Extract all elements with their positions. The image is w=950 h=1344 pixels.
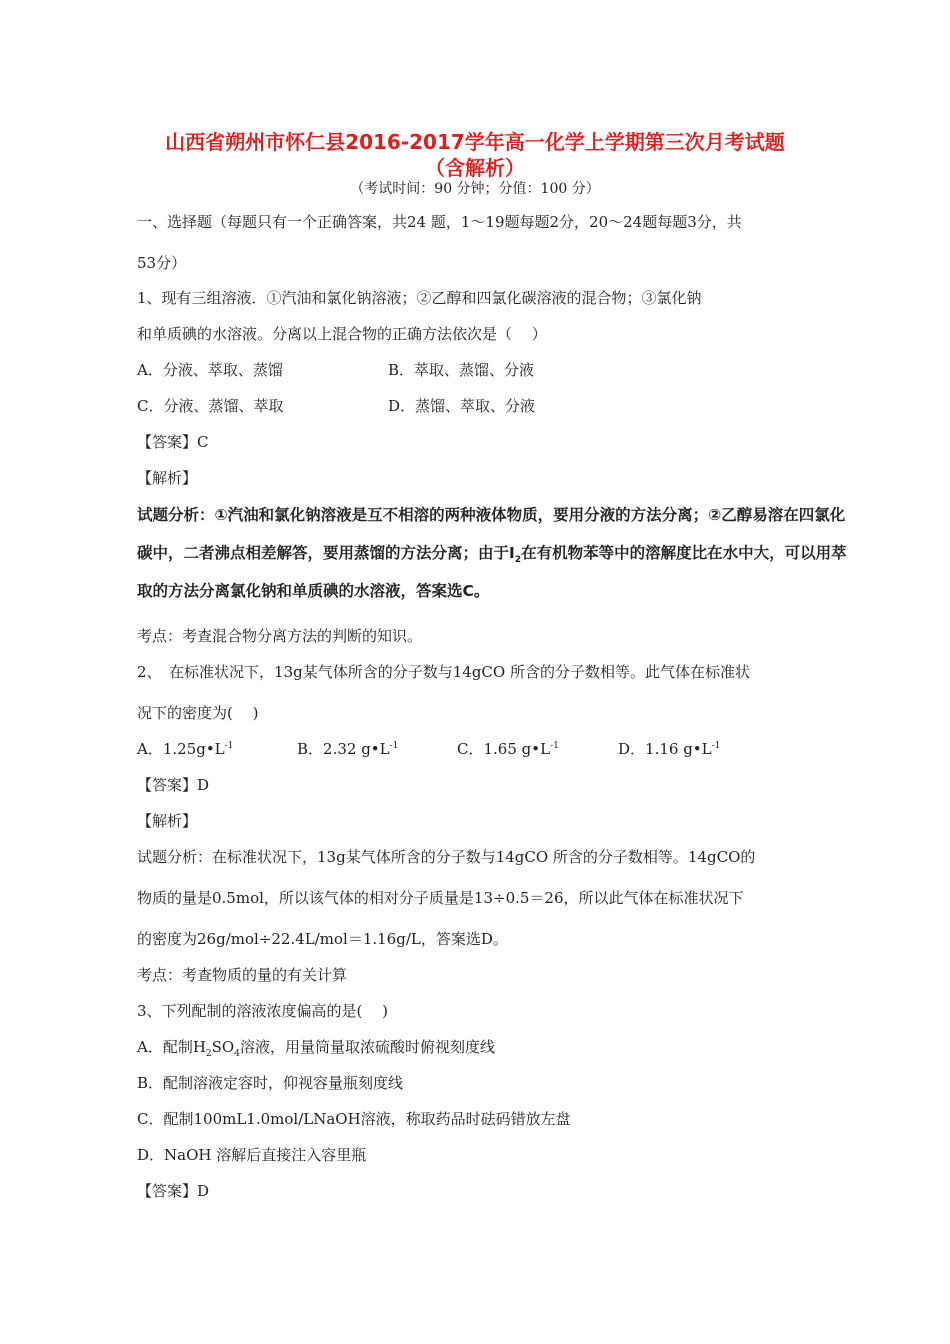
q3-stem: 3、下列配制的溶液浓度偏高的是( ) (137, 1002, 389, 1020)
q2-point: 考点：考查物质的量的有关计算 (137, 966, 348, 984)
q1-option-b: B．萃取、蒸馏、分液 (388, 361, 535, 379)
q1-analysis-line1: 试题分析：①汽油和氯化钠溶液是互不相溶的两种液体物质，要用分液的方法分离；②乙醇易溶在四氯化 (137, 506, 846, 524)
q3-option-c: C．配制100mL1.0mol/LNaOH溶液，称取药品时砝码错放左盘 (137, 1110, 571, 1128)
q2-option-b: B．2.32 $g•L^{-1}$ (297, 740, 399, 758)
document-title-subline: （含解析） (425, 156, 525, 180)
q2-option-d: D．1.16 $g•L^{-1}$ (618, 740, 721, 758)
q3-option-b: B．配制溶液定容时，仰视容量瓶刻度线 (137, 1074, 404, 1092)
q2-stem: 2、 在标准状况下，13g某气体所含的分子数与14gCO 所含的分子数相等。此气体在标准状 (137, 663, 750, 681)
q1-answer: 【答案】C (137, 433, 209, 451)
exam-info: （考试时间：90 分钟；分值：100 分） (350, 181, 600, 197)
q3-option-a: A．配制$H_2SO_4$溶液，用量筒量取浓硫酸时俯视刻度线 (137, 1038, 495, 1059)
q1-analysis-line2: 碳中，二者沸点相差解答，要用蒸馏的方法分离；由于$I_2$在有机物苯等中的溶解度比在水中大，可以用萃 (137, 544, 847, 566)
q2-stem-cont: 况下的密度为( ) (137, 704, 259, 722)
q1-analysis-line3: 取的方法分离氯化钠和单质碘的水溶液，答案选C。 (137, 582, 490, 600)
q1-stem: 1、现有三组溶液．①汽油和氯化钠溶液；②乙醇和四氯化碳溶液的混合物；③氯化钠 (137, 289, 702, 307)
q2-option-c: C．1.65 $g•L^{-1}$ (457, 740, 559, 758)
q2-answer: 【答案】D (137, 776, 210, 794)
q1-option-d: D．蒸馏、萃取、分液 (388, 397, 536, 415)
q2-option-a: A．$1.25g•L^{-1}$ (137, 740, 234, 758)
section-heading-cont: 53分） (137, 254, 187, 272)
q2-analysis-line3: 的密度为26g/mol÷22.4L/mol＝1.16g/L，答案选D。 (137, 930, 508, 948)
section-heading: 一、选择题（每题只有一个正确答案，共24 题，1～19题每题2分，20～24题每题3分，共 (137, 213, 742, 231)
q2-analysis-line2: 物质的量是0.5mol，所以该气体的相对分子质量是13÷0.5＝26，所以此气体在标准状况下 (137, 889, 744, 907)
document-title: 山西省朔州市怀仁县2016-2017学年高一化学上学期第三次月考试题 (165, 130, 785, 154)
q3-option-d: D．NaOH 溶解后直接注入容里瓶 (137, 1146, 367, 1164)
q2-analysis-label: 【解析】 (137, 812, 198, 830)
q1-option-a: A．分液、萃取、蒸馏 (137, 361, 283, 379)
q1-analysis-label: 【解析】 (137, 469, 198, 487)
q3-answer: 【答案】D (137, 1182, 210, 1200)
q1-option-c: C．分液、蒸馏、萃取 (137, 397, 284, 415)
q1-stem-cont: 和单质碘的水溶液。分离以上混合物的正确方法依次是（ ） (137, 325, 547, 343)
q2-analysis-line1: 试题分析：在标准状况下，13g某气体所含的分子数与14gCO 所含的分子数相等。14gCO的 (137, 848, 756, 866)
q1-point: 考点：考查混合物分离方法的判断的知识。 (137, 627, 423, 645)
